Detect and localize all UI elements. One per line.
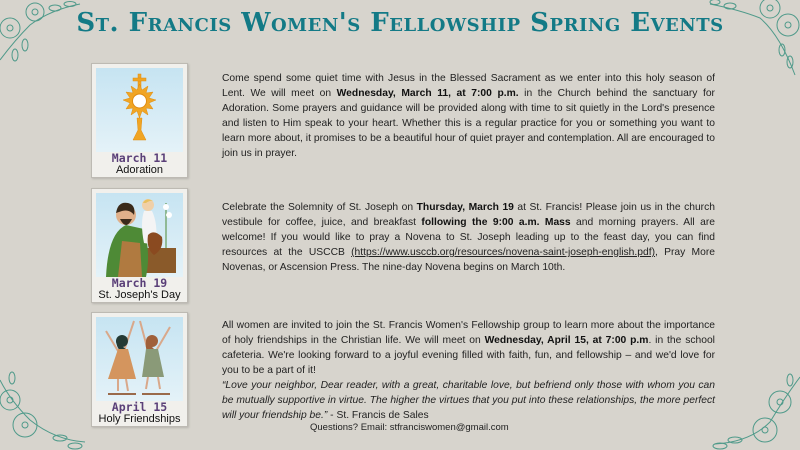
event-caption: Holy Friendships: [98, 413, 181, 425]
event-card-adoration: [91, 63, 188, 178]
event-datetime: Wednesday, April 15, at 7:00 p.m: [484, 335, 649, 346]
event-caption: St. Joseph's Day: [98, 289, 181, 301]
event-image: [96, 193, 183, 277]
contact-email: Questions? Email: stfranciswomen@gmail.com: [310, 422, 509, 433]
event-date: March 19: [111, 276, 168, 290]
event-date: March 11: [111, 151, 168, 165]
event-datetime: Wednesday, March 11, at 7:00 p.m.: [336, 88, 519, 99]
usccb-novena-link[interactable]: (https://www.usccb.org/resources/novena-saint-joseph-english.pdf): [351, 247, 656, 258]
event-card-st-josephs-day: [91, 188, 188, 303]
dancing-women-icon: [96, 317, 183, 401]
floral-corner-bottom-right-icon: [710, 372, 800, 450]
event-description-st-josephs-day: Celebrate the Solemnity of St. Joseph on Thursday, March 19 at St. Francis! Please join us in the church vestibule for coffee, juice, and breakfast following the 9:00 a.m. Mass and morning prayers. All are welcome! If you would like to pray a Novena to St. Joseph leading up to the feast day, you can find resources at the USCCB (https://www.usccb.org/resources/novena-saint-joseph-english.pdf), Pray More Novenas, or Ascension Press. The nine-day Novena begins on March 10th.: [222, 202, 716, 273]
quote-attribution: - St. Francis de Sales: [327, 410, 429, 421]
event-image: [96, 68, 183, 152]
event-datetime: Thursday, March 19: [416, 202, 514, 213]
event-date: April 15: [111, 400, 168, 414]
monstrance-icon: [96, 68, 183, 152]
st-joseph-icon: [96, 193, 183, 277]
event-card-holy-friendships: [91, 312, 188, 427]
event-mass-time: following the 9:00 a.m. Mass: [421, 217, 571, 228]
event-description-holy-friendships: All women are invited to join the St. Francis Women's Fellowship group to learn more about the importance of holy friendships in the Christian life. We will meet on Wednesday, April 15, at 7:00 p.m. in the school cafeteria. We're looking forward to a joyful evening filled with faith, fun, and fellowship – and we'd love for you to be a part of it! “Love your neighbor, Dear reader, with a great, charitable love, but befriend only those with whom you can be mutually supportive in virtue. The higher the virtues that you put into these relationships, the more perfect will your friendship be.” - St. Francis de Sales: [222, 320, 715, 421]
event-caption: Adoration: [115, 164, 164, 176]
floral-corner-bottom-left-icon: [0, 370, 90, 450]
page-title: St. Francis Women's Fellowship Spring Events: [76, 8, 724, 38]
event-description-adoration: Come spend some quiet time with Jesus in the Blessed Sacrament as we enter into this holy season of Lent. We will meet on Wednesday, March 11, at 7:00 p.m. in the Church behind the sanctuary for Adoration. Some prayers and guidance will be provided along with time to sit quietly in the Lord's presence and listen to Him speak to your heart. Whether this is a regular practice for you or something you want to learn more about, it promises to be a beautiful hour of quiet prayer and contemplation. All are encouraged to join us in prayer.: [222, 73, 715, 159]
st-francis-quote: “Love your neighbor, Dear reader, with a great, charitable love, but befriend only those with whom you can be mutually supportive in virtue. The higher the virtues that you put into these relationships, the more perfect will your friendship be.”: [222, 380, 715, 421]
event-image: [96, 317, 183, 401]
